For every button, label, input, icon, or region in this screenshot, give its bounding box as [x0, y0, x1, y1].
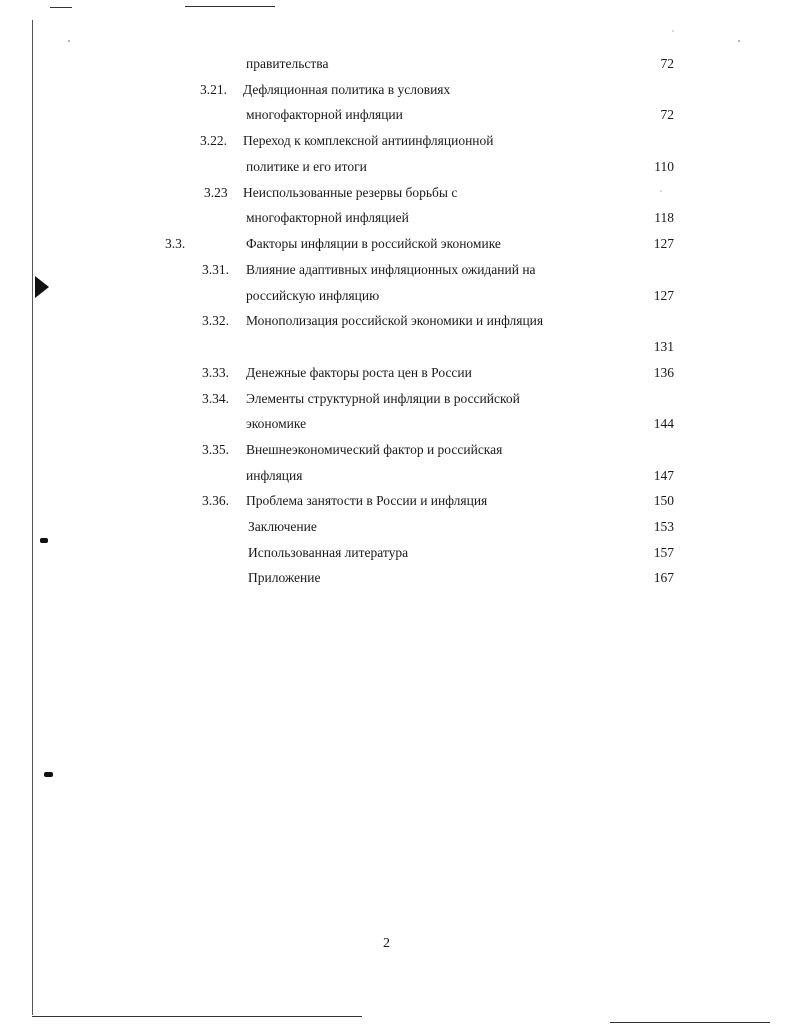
toc-entry-page: 167	[653, 570, 674, 585]
scan-border-bottom-right	[610, 1022, 770, 1023]
toc-entry	[0, 105, 798, 125]
toc-entry-title: Влияние адаптивных инфляционных ожиданий на	[246, 262, 536, 277]
toc-entry-page: 118	[654, 210, 674, 225]
toc-entry-page: 144	[653, 416, 674, 431]
toc-entry-title: Заключение	[248, 519, 317, 534]
toc-entry-page: 150	[653, 493, 674, 508]
toc-entry	[0, 568, 798, 588]
toc-entry	[0, 131, 798, 151]
toc-entry	[0, 389, 798, 409]
toc-entry-title: инфляция	[246, 468, 303, 483]
toc-entry-number: 3.21.	[200, 82, 227, 97]
toc-entry-title: политике и его итоги	[246, 159, 367, 174]
toc-entry-title: российскую инфляцию	[246, 288, 380, 303]
toc-entry	[0, 54, 798, 74]
toc-entry	[0, 80, 798, 100]
toc-entry-page: 110	[654, 159, 674, 174]
toc-entry	[0, 414, 798, 434]
toc-entry-page: 131	[653, 339, 674, 354]
scan-speck	[672, 30, 674, 32]
toc-entry-title: многофакторной инфляции	[246, 107, 403, 122]
toc-entry	[0, 183, 798, 203]
toc-entry	[0, 491, 798, 511]
toc-entry-number: 3.34.	[202, 391, 229, 406]
toc-entry-page: 136	[653, 365, 674, 380]
toc-entry-number: 3.36.	[202, 493, 229, 508]
toc-entry-page: 72	[660, 107, 674, 122]
scan-blot-small-2	[44, 772, 53, 777]
page-number: 2	[383, 936, 390, 951]
toc-entry	[0, 543, 798, 563]
toc-entry-title: Монополизация российской экономики и инфляция	[246, 313, 544, 328]
toc-entry	[0, 337, 798, 357]
toc-entry-title: Приложение	[248, 570, 321, 585]
toc-entry-title: многофакторной инфляцией	[246, 210, 409, 225]
toc-entry	[0, 440, 798, 460]
toc-entry-title: Переход к комплексной антиинфляционной	[243, 133, 494, 148]
toc-entry	[0, 363, 798, 383]
toc-entry-page: 72	[660, 56, 674, 71]
toc-entry-title: правительства	[246, 56, 329, 71]
toc-entry-title: Внешнеэкономический фактор и российская	[246, 442, 503, 457]
scan-border-bottom	[32, 1016, 362, 1017]
toc-entry	[0, 286, 798, 306]
toc-entry-number: 3.35.	[202, 442, 229, 457]
toc-entry	[0, 157, 798, 177]
toc-entry-title: Неиспользованные резервы борьбы с	[243, 185, 458, 200]
toc-entry-title: Дефляционная политика в условиях	[243, 82, 451, 97]
toc-entry	[0, 311, 798, 331]
toc-entry-title: Факторы инфляции в российской экономике	[246, 236, 501, 251]
toc-entry-page: 153	[653, 519, 674, 534]
toc-entry-number: 3.31.	[202, 262, 229, 277]
toc-entry	[0, 208, 798, 228]
scan-speck	[738, 40, 740, 42]
toc-entry-page: 127	[653, 236, 674, 251]
scan-border-top-short	[50, 7, 72, 8]
toc-entry	[0, 234, 798, 254]
toc-entry-title: Использованная литература	[248, 545, 409, 560]
toc-entry-title: Денежные факторы роста цен в России	[246, 365, 472, 380]
scan-speck	[68, 40, 70, 42]
toc-entry-title: Элементы структурной инфляции в российской	[246, 391, 520, 406]
toc-entry-title: Проблема занятости в России и инфляция	[246, 493, 488, 508]
toc-entry	[0, 466, 798, 486]
toc-entry	[0, 517, 798, 537]
toc-entry-page: 147	[653, 468, 674, 483]
toc-entry-number: 3.22.	[200, 133, 227, 148]
toc-entry-number: 3.32.	[202, 313, 229, 328]
toc-entry-number: 3.3.	[165, 236, 186, 251]
scan-border-top	[185, 6, 275, 7]
toc-entry-page: 157	[653, 545, 674, 560]
toc-entry-number: 3.33.	[202, 365, 229, 380]
toc-entry-page: 127	[653, 288, 674, 303]
toc-entry-title: экономике	[246, 416, 307, 431]
toc-entry-number: 3.23	[204, 185, 228, 200]
toc-entry	[0, 260, 798, 280]
